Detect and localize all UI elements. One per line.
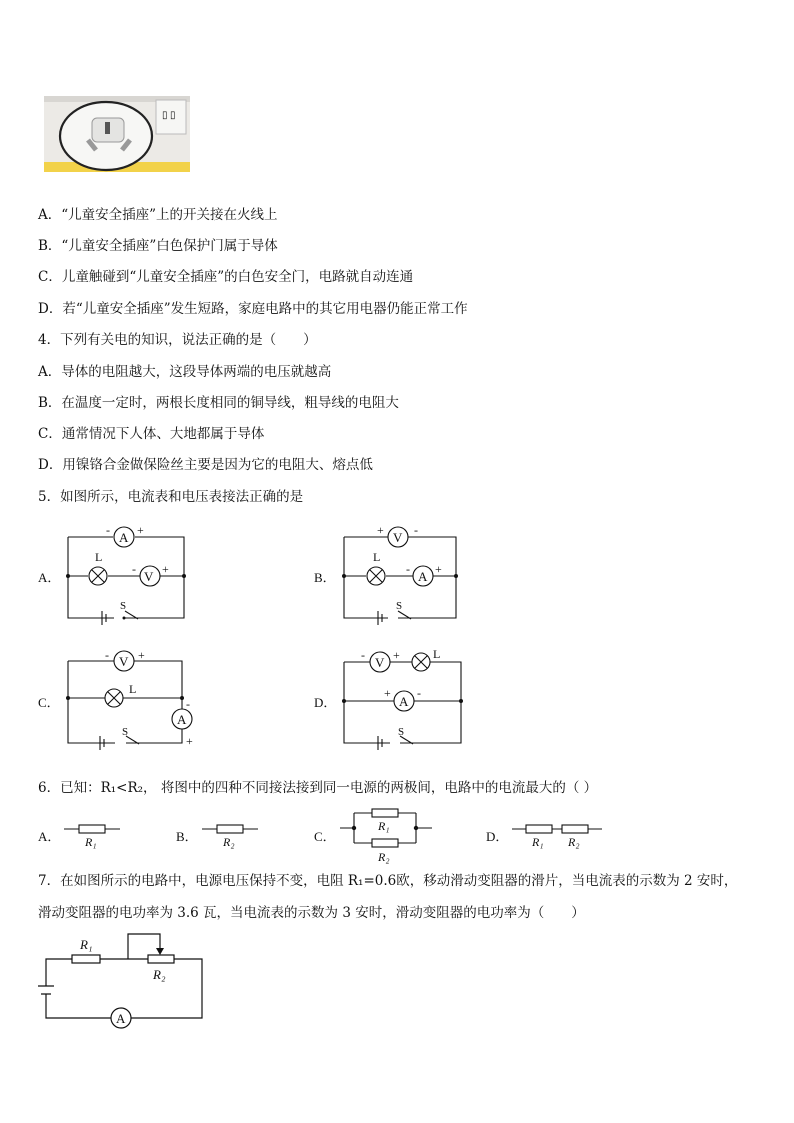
lamp-label: L — [95, 550, 103, 564]
q7-stem-line2: 滑动变阻器的电功率为 3.6 瓦，当电流表的示数为 3 安时，滑动变阻器的电功率为（ ） — [38, 905, 585, 921]
switch-label: S — [122, 726, 129, 738]
q6-label-a: A． — [38, 829, 61, 844]
q6-label-d: D． — [486, 829, 509, 844]
minus-sign: - — [106, 523, 110, 537]
child-safety-socket-image — [44, 96, 194, 176]
ammeter-symbol: A — [418, 569, 428, 584]
ammeter-symbol: A — [116, 1011, 126, 1026]
q4-option-b: B．在温度一定时，两根长度相同的铜导线，粗导线的电阻大 — [38, 395, 399, 411]
q5-label-a: A． — [38, 570, 61, 585]
minus-sign: - — [361, 648, 365, 662]
r2-label: R₂ — [378, 850, 390, 864]
q6-option-a-resistor — [62, 820, 122, 850]
q3-option-c: C．儿童触碰到“儿童安全插座”的白色安全门，电路就自动连通 — [38, 269, 414, 285]
q7-circuit — [36, 926, 216, 1036]
plus-sign: + — [186, 734, 193, 748]
voltmeter-symbol: V — [119, 654, 129, 669]
minus-sign: - — [414, 523, 418, 537]
q7-stem-line1: 7．在如图所示的电路中，电源电压保持不变，电阻 R₁=0.6欧，移动滑动变阻器的滑片，当电流表的示数为 2 安时， — [38, 873, 738, 889]
plus-sign: + — [138, 648, 145, 662]
plus-sign: + — [384, 686, 391, 700]
plus-sign: + — [137, 523, 144, 537]
ammeter-symbol: A — [399, 694, 409, 709]
minus-sign: - — [105, 648, 109, 662]
plus-sign: + — [377, 523, 384, 537]
r1-label: R₁ — [80, 937, 93, 952]
q5-stem: 5．如图所示，电流表和电压表接法正确的是 — [38, 489, 304, 505]
r1-label: R₁ — [85, 835, 97, 849]
voltmeter-symbol: V — [144, 569, 154, 584]
r1-label: R₁ — [378, 819, 390, 833]
q4-option-c: C．通常情况下人体、大地都属于导体 — [38, 426, 265, 442]
q3-option-b: B．“儿童安全插座”白色保护门属于导体 — [38, 238, 278, 254]
q6-label-c: C． — [314, 829, 336, 844]
switch-label: S — [396, 600, 403, 612]
q6-option-d-series — [510, 820, 610, 850]
q6-stem: 6．已知：R₁<R₂， 将图中的四种不同接法接到同一电源的两极间，电路中的电流最大的（ ） — [38, 780, 598, 796]
ammeter-symbol: A — [177, 712, 187, 727]
voltmeter-symbol: V — [393, 530, 403, 545]
q5-circuit-d — [336, 646, 476, 756]
q4-option-a: A．导体的电阻越大，这段导体两端的电压就越高 — [38, 364, 332, 380]
minus-sign: - — [406, 562, 410, 576]
plus-sign: + — [393, 648, 400, 662]
q4-stem: 4．下列有关电的知识，说法正确的是（ ） — [38, 332, 317, 348]
q6-option-b-resistor — [200, 820, 260, 850]
q5-circuit-b — [336, 520, 476, 630]
voltmeter-symbol: V — [375, 655, 385, 670]
switch-label: S — [398, 726, 405, 738]
lamp-label: L — [373, 550, 381, 564]
q5-label-c: C． — [38, 695, 60, 710]
q3-option-a: A．“儿童安全插座”上的开关接在火线上 — [38, 207, 278, 223]
plus-sign: + — [435, 562, 442, 576]
svg-text:▯ ▯: ▯ ▯ — [162, 110, 176, 121]
lamp-label: L — [129, 682, 137, 696]
r2-label: R₂ — [568, 835, 580, 849]
q5-circuit-a — [60, 520, 200, 630]
minus-sign: - — [132, 562, 136, 576]
q5-label-d: D． — [314, 695, 337, 710]
q6-label-b: B． — [176, 829, 198, 844]
ammeter-symbol: A — [119, 530, 129, 545]
q5-label-b: B． — [314, 570, 336, 585]
q4-option-d: D．用镍铬合金做保险丝主要是因为它的电阻大、熔点低 — [38, 457, 373, 473]
q5-circuit-c — [60, 646, 210, 756]
q6-option-c-parallel — [338, 805, 438, 865]
r2-label: R₂ — [223, 835, 235, 849]
switch-label: S — [120, 600, 127, 612]
plus-sign: + — [162, 562, 169, 576]
minus-sign: - — [186, 697, 190, 711]
lamp-label: L — [433, 647, 441, 661]
r2-label: R₂ — [153, 967, 166, 982]
q3-option-d: D．若“儿童安全插座”发生短路，家庭电路中的其它用电器仍能正常工作 — [38, 301, 468, 317]
minus-sign: - — [417, 686, 421, 700]
r1-label: R₁ — [532, 835, 544, 849]
